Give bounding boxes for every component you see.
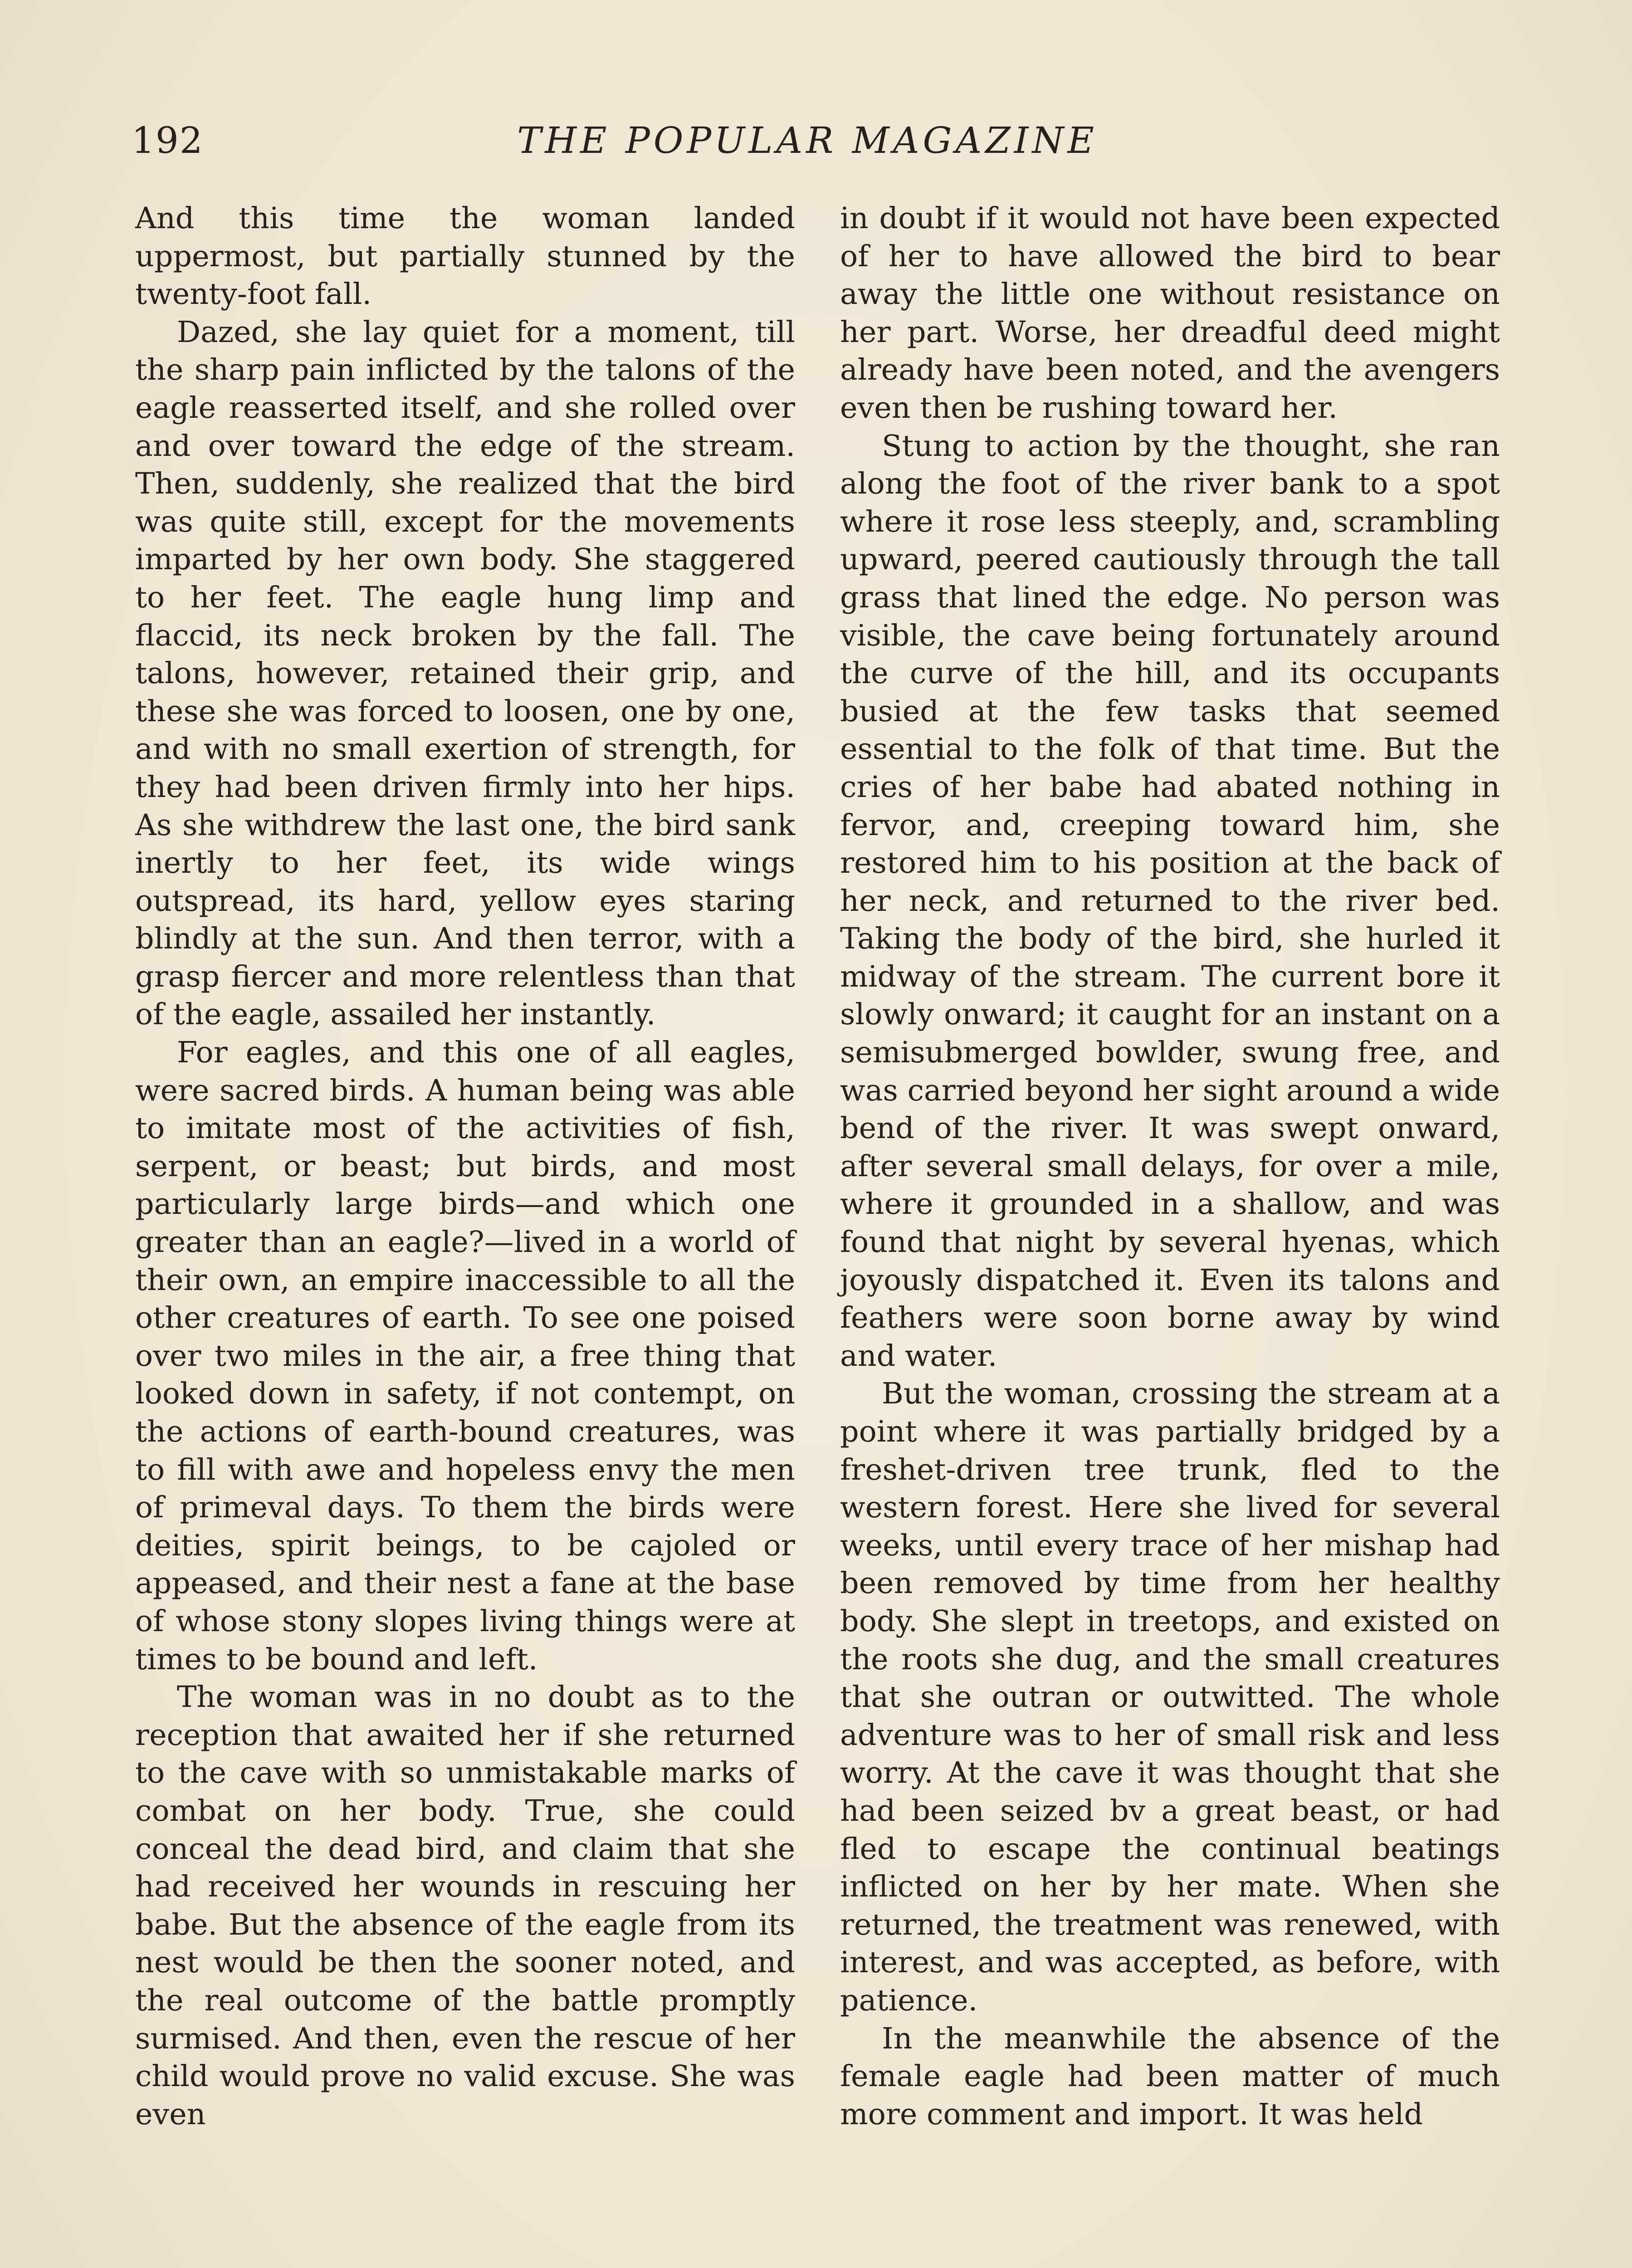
paragraph: For eagles, and this one of all eagles, were sacred birds. A human being was able to imitate most of the activities of fish, serpent, or beast; but birds, and most particularly large birds—and which one greater than an eagle?—lived in a world of their own, an empire inaccessible to all the other creatures of earth. To see one poised over two miles in the air, a free thing that looked down in safety, if not contempt, on the actions of earth-bound creatures, was to fill with awe and hopeless envy the men of primeval days. To them the birds were deities, spirit beings, to be cajoled or appeased, and their nest a fane at the base of whose stony slopes living things were at times to be bound and left. <box>135 1036 795 1677</box>
paragraph: In the meanwhile the absence of the female eagle had been matter of much more comment and import. It was held <box>840 2021 1500 2131</box>
paragraph: And this time the woman landed uppermost, but partially stunned by the twenty-foot fall. <box>135 201 795 312</box>
paragraph: The woman was in no doubt as to the reception that awaited her if she returned to the cave with so unmistakable marks of combat on her body. True, she could conceal the dead bird, and claim that she had received her wounds in rescuing her babe. But the absence of the eagle from its nest would be then the sooner noted, and the real outcome of the battle promptly surmised. And then, even the rescue of her child would prove no valid excuse. She was even <box>135 1680 795 2131</box>
paragraph: in doubt if it would not have been expected of her to have allowed the bird to bear away the little one without resistance on her part. Worse, her dreadful deed might already have been noted, and the avengers even then be rushing toward her. <box>840 201 1500 425</box>
paragraph: Dazed, she lay quiet for a moment, till the sharp pain inflicted by the talons of the eagle reasserted itself, and she rolled over and over toward the edge of the stream. Then, suddenly, she realized that the bird was quite still, except for the movements imparted by her own body. She staggered to her feet. The eagle hung limp and flaccid, its neck broken by the fall. The talons, however, retained their grip, and these she was forced to loosen, one by one, and with no small exertion of strength, for they had been driven firmly into her hips. As she withdrew the last one, the bird sank inertly to her feet, its wide wings outspread, its hard, yellow eyes staring blindly at the sun. And then terror, with a grasp fiercer and more relentless than that of the eagle, assailed her instantly. <box>135 315 795 1032</box>
paragraph: But the woman, crossing the stream at a point where it was partially bridged by a freshet-driven tree trunk, fled to the western forest. Here she lived for several weeks, until every trace of her mishap had been removed by time from her healthy body. She slept in treetops, and existed on the roots she dug, and the small creatures that she outran or outwitted. The whole adventure was to her of small risk and less worry. At the cave it was thought that she had been seized bv a great beast, or had fled to escape the continual beatings inflicted on her by her mate. When she returned, the treatment was renewed, with interest, and was accepted, as before, with patience. <box>840 1377 1500 2018</box>
right-column <box>840 200 1500 2133</box>
left-column <box>135 200 795 2133</box>
paragraph: Stung to action by the thought, she ran along the foot of the river bank to a spot where it rose less steeply, and, scrambling upward, peered cautiously through the tall grass that lined the edge. No person was visible, the cave being fortunately around the curve of the hill, and its occupants busied at the few tasks that seemed essential to the folk of that time. But the cries of her babe had abated nothing in fervor, and, creeping toward him, she restored him to his position at the back of her neck, and returned to the river bed. Taking the body of the bird, she hurled it midway of the stream. The current bore it slowly onward; it caught for an instant on a semisubmerged bowlder, swung free, and was carried beyond her sight around a wide bend of the river. It was swept onward, after several small delays, for over a mile, where it grounded in a shallow, and was found that night by several hyenas, which joyously dispatched it. Even its talons and feathers were soon borne away by wind and water. <box>840 429 1500 1373</box>
running-head: THE POPULAR MAGAZINE <box>517 119 1098 161</box>
page-number: 192 <box>132 119 204 161</box>
